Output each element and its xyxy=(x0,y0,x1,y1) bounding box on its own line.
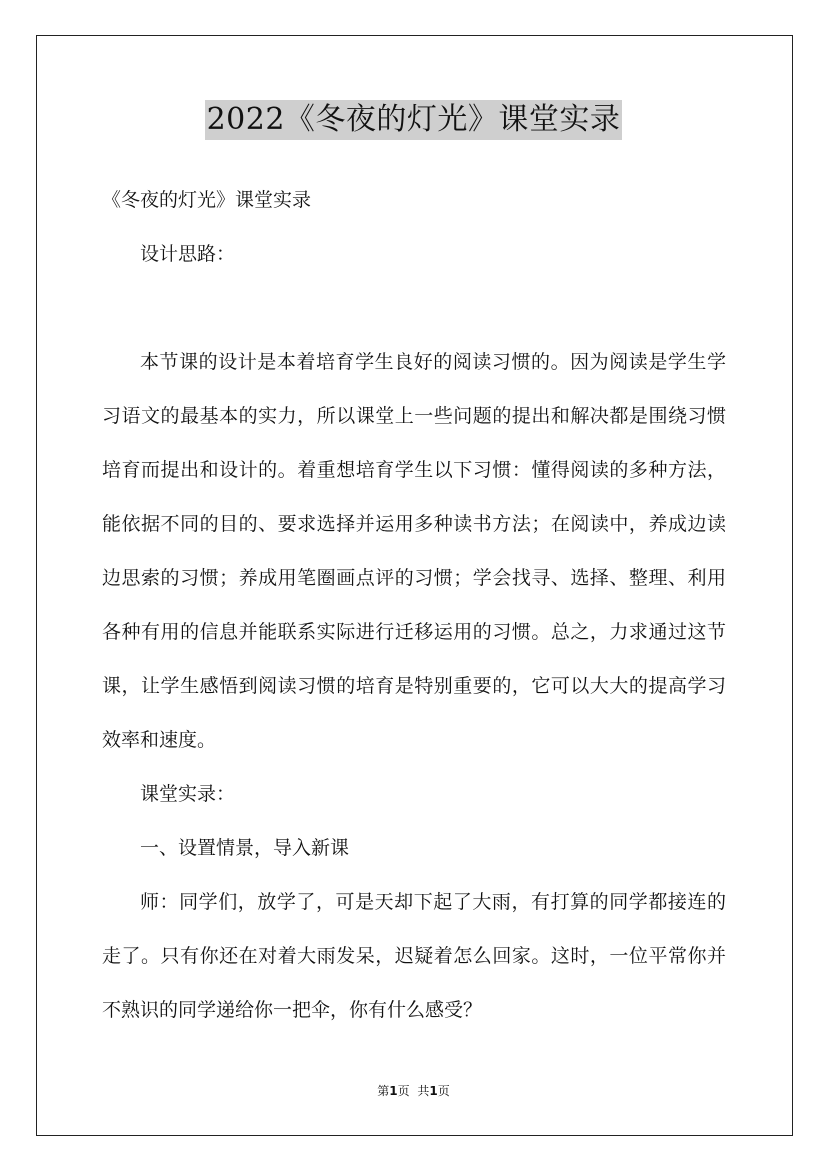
title-container xyxy=(0,100,827,140)
subtitle: 《冬夜的灯光》课堂实录 xyxy=(102,189,312,211)
blank-line xyxy=(102,281,726,335)
page-suffix: 页 xyxy=(397,1084,410,1098)
page-prefix: 第 xyxy=(377,1084,390,1098)
page-number: 1 xyxy=(389,1084,398,1098)
record-heading: 课堂实录： xyxy=(140,783,236,805)
design-paragraph: 本节课的设计是本着培育学生良好的阅读习惯的。因为阅读是学生学习语文的最基本的实力，所以课堂上一些问题的提出和解决都是围绕习惯培育而提出和设计的。着重想培育学生以下习惯：懂得阅读的多种方法，能依据不同的目的、要求选择并运用多种读书方法；在阅读中，养成边读边思索的习惯；养成用笔圈画点评的习惯；学会找寻、选择、整理、利用各种有用的信息并能联系实际进行迁移运用的习惯。总之，力求通过这节课，让学生感悟到阅读习惯的培育是特别重要的，它可以大大的提高学习效率和速度。 xyxy=(102,351,726,751)
design-heading: 设计思路： xyxy=(140,243,236,265)
page-footer xyxy=(0,1083,827,1099)
teacher-paragraph: 师：同学们，放学了，可是天却下起了大雨，有打算的同学都接连的走了。只有你还在对着大雨发呆，迟疑着怎么回家。这时，一位平常你并不熟识的同学递给你一把伞，你有什么感受？ xyxy=(102,891,726,1021)
total-prefix: 共 xyxy=(417,1084,430,1098)
total-pages: 1 xyxy=(429,1084,438,1098)
total-suffix: 页 xyxy=(437,1084,450,1098)
document-title: 2022《冬夜的灯光》课堂实录 xyxy=(205,100,623,140)
section-heading: 一、设置情景，导入新课 xyxy=(140,837,350,859)
document-body xyxy=(102,173,726,1037)
